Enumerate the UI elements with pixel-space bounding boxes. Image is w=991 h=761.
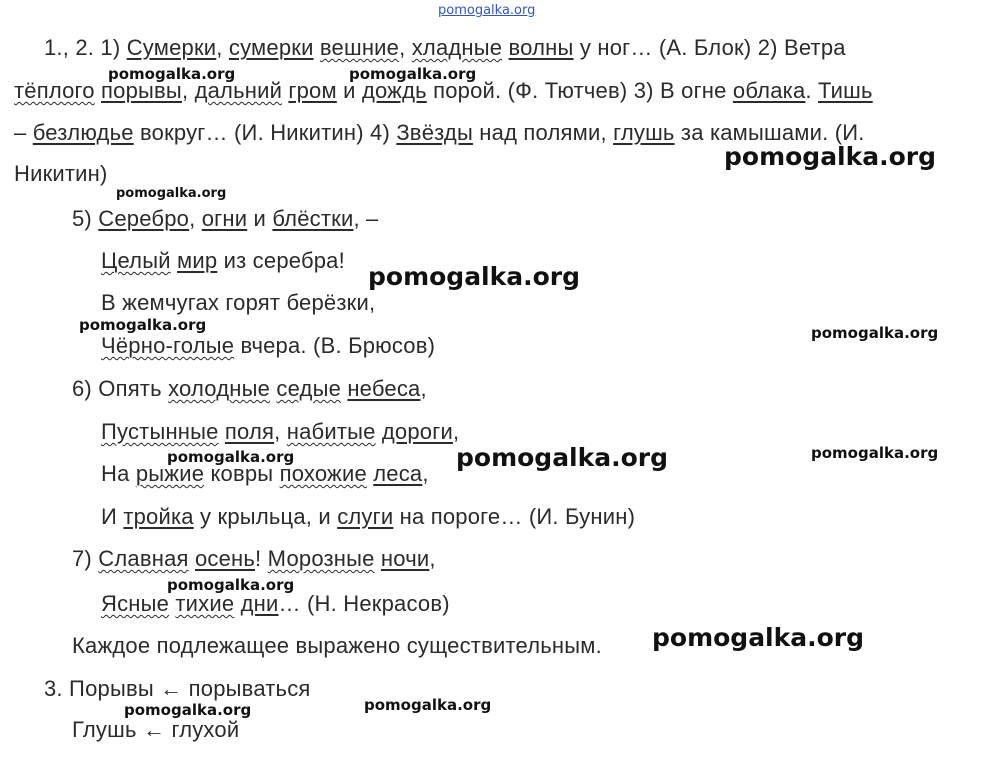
- text-fragment: ,: [422, 461, 429, 486]
- subject-word: небеса: [347, 376, 421, 401]
- poem7-line-1: [72, 545, 436, 573]
- poem6-line-2: [101, 418, 459, 446]
- subject-word: осень: [194, 546, 256, 571]
- text-fragment: И: [101, 504, 124, 529]
- watermark: pomogalka.org: [811, 324, 939, 342]
- text-fragment: ,: [452, 419, 460, 444]
- subject-word: ночи: [380, 546, 430, 571]
- attribute-word: Ясные: [101, 591, 170, 616]
- text-fragment: вокруг… (И. Никитин) 4): [133, 120, 397, 145]
- subject-word: слуги: [337, 504, 394, 529]
- paragraph-line-1: [44, 34, 846, 62]
- text-fragment: 6) Опять: [72, 376, 169, 401]
- text-fragment: !: [255, 546, 268, 571]
- watermark: pomogalka.org: [124, 701, 252, 719]
- text-fragment: ,: [429, 546, 436, 571]
- subject-word: Сумерки: [126, 35, 217, 60]
- poem5-line-4: [101, 332, 435, 360]
- attribute-word: тихие: [175, 591, 235, 616]
- poem5-line-1: [72, 205, 379, 233]
- text-fragment: ,: [399, 35, 412, 60]
- attribute-word: холодные: [168, 376, 271, 401]
- part3-line-2: [72, 716, 239, 744]
- text-fragment: вчера. (В. Брюсов): [234, 333, 436, 358]
- watermark: pomogalka.org: [349, 65, 477, 83]
- subject-word: глушь: [613, 120, 675, 145]
- subject-word: дождь: [361, 78, 427, 103]
- subject-word: огни: [201, 206, 248, 231]
- watermark: pomogalka.org: [724, 142, 937, 171]
- attribute-word: Чёрно-голые: [101, 333, 235, 358]
- watermark: pomogalka.org: [456, 443, 669, 472]
- text-fragment: –: [14, 120, 33, 145]
- attribute-word: вешние: [319, 35, 400, 60]
- paragraph-line-4: [14, 160, 108, 188]
- text-fragment: 7): [72, 546, 99, 571]
- watermark: pomogalka.org: [167, 448, 295, 466]
- watermark: pomogalka.org: [116, 186, 227, 201]
- attribute-word: набитые: [286, 419, 376, 444]
- poem6-line-4: [101, 503, 635, 531]
- attribute-word: седые: [276, 376, 342, 401]
- attribute-word: тёплого: [14, 78, 95, 103]
- subject-word: поля: [224, 419, 275, 444]
- text-fragment: и: [247, 206, 273, 231]
- subject-word: дни: [240, 591, 279, 616]
- attribute-word: хладные: [411, 35, 503, 60]
- text-fragment: 3. Порывы ← порываться: [44, 676, 311, 701]
- attribute-word: похожие: [279, 461, 367, 486]
- subject-word: тройка: [123, 504, 194, 529]
- subject-word: сумерки: [228, 35, 314, 60]
- subject-word: порывы: [101, 78, 182, 103]
- poem5-line-3: [101, 289, 375, 317]
- part3-line-1: [44, 675, 311, 703]
- text-fragment: , –: [353, 206, 379, 231]
- subject-word: волны: [508, 35, 574, 60]
- text-fragment: Никитин): [14, 161, 108, 186]
- text-fragment: .: [805, 78, 819, 103]
- poem5-line-2: [101, 247, 345, 275]
- text-fragment: ,: [274, 419, 287, 444]
- text-fragment: у крыльца, и: [193, 504, 338, 529]
- conclusion-line: [72, 632, 602, 660]
- text-fragment: ,: [189, 206, 202, 231]
- text-fragment: за камышами. (И.: [674, 120, 865, 145]
- text-fragment: ,: [216, 35, 229, 60]
- subject-word: мир: [177, 248, 218, 273]
- top-watermark-link[interactable]: pomogalka.org: [438, 3, 536, 18]
- subject-word: гром: [288, 78, 337, 103]
- text-fragment: ,: [420, 376, 427, 401]
- text-fragment: из серебра!: [217, 248, 345, 273]
- text-fragment: 5): [72, 206, 99, 231]
- subject-word: Серебро: [98, 206, 190, 231]
- attribute-word: дальний: [194, 78, 283, 103]
- watermark: pomogalka.org: [652, 623, 865, 652]
- watermark: pomogalka.org: [79, 316, 207, 334]
- attribute-word: Целый: [101, 248, 171, 273]
- attribute-word: Морозные: [267, 546, 375, 571]
- subject-word: Звёзды: [396, 120, 473, 145]
- text-fragment: над полями,: [472, 120, 614, 145]
- text-fragment: В жемчугах горят берёзки,: [101, 290, 376, 315]
- subject-word: дороги: [381, 419, 453, 444]
- watermark: pomogalka.org: [368, 262, 581, 291]
- subject-word: облака: [732, 78, 806, 103]
- text-fragment: ковры: [204, 461, 280, 486]
- subject-word: леса: [373, 461, 423, 486]
- text-fragment: и: [336, 78, 362, 103]
- text-fragment: … (Н. Некрасов): [278, 591, 450, 616]
- poem7-line-2: [101, 590, 450, 618]
- attribute-word: Славная: [98, 546, 189, 571]
- attribute-word: рыжие: [135, 461, 205, 486]
- attribute-word: Пустынные: [101, 419, 219, 444]
- text-fragment: 1., 2. 1): [44, 35, 127, 60]
- subject-word: блёстки: [272, 206, 354, 231]
- watermark: pomogalka.org: [167, 576, 295, 594]
- watermark: pomogalka.org: [108, 65, 236, 83]
- poem6-line-1: [72, 375, 427, 403]
- subject-word: Тишь: [818, 78, 873, 103]
- text-fragment: порой. (Ф. Тютчев) 3) В огне: [426, 78, 733, 103]
- text-fragment: На: [101, 461, 136, 486]
- watermark: pomogalka.org: [811, 444, 939, 462]
- text-fragment: ,: [181, 78, 195, 103]
- watermark: pomogalka.org: [364, 696, 492, 714]
- text-fragment: на пороге… (И. Бунин): [393, 504, 636, 529]
- text-fragment: у ног… (А. Блок) 2) Ветра: [573, 35, 846, 60]
- conclusion-text: Каждое подлежащее выражено существительным.: [72, 633, 602, 658]
- subject-word: безлюдье: [32, 120, 134, 145]
- text-fragment: Глушь ← глухой: [72, 717, 240, 742]
